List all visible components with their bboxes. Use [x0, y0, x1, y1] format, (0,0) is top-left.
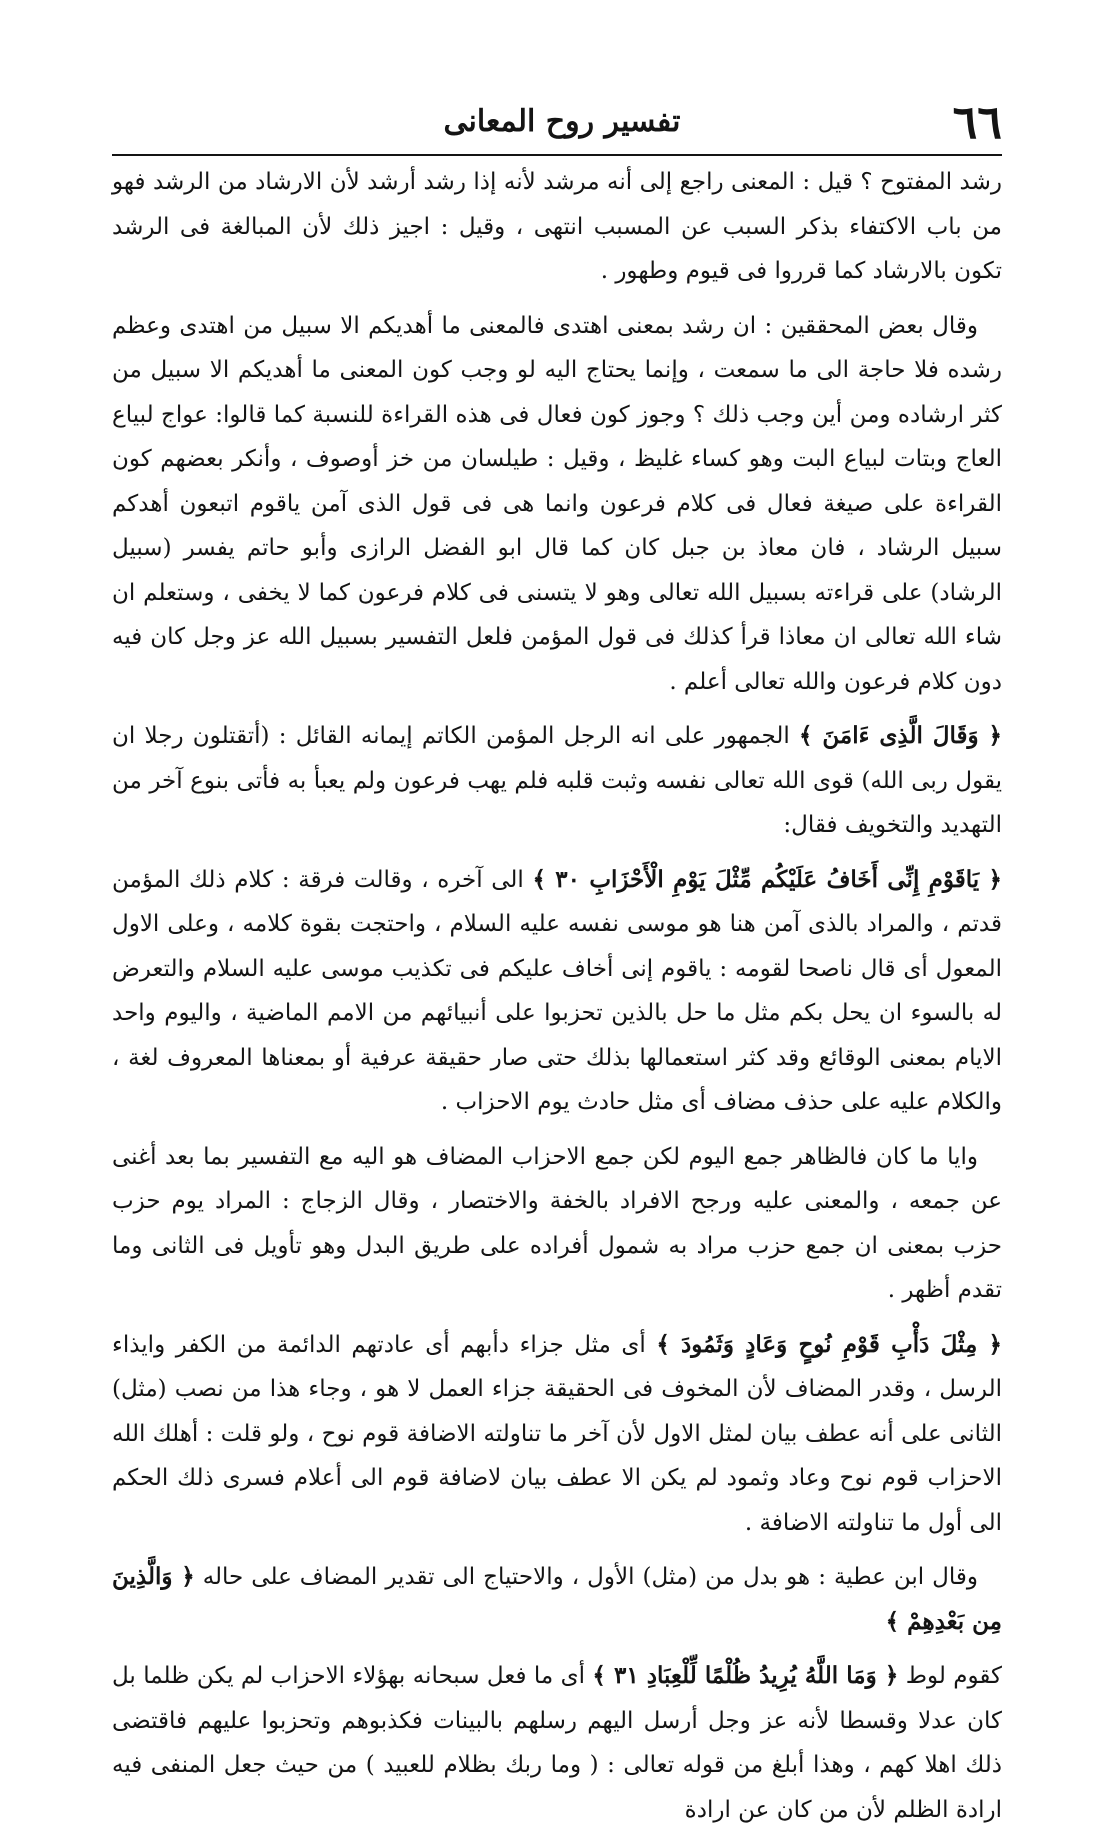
paragraph-text: رشد المفتوح ؟ قيل : المعنى راجع إلى أنه مرشد لأنه إذا رشد أرشد لأن الارشاد من الرشد فهو من باب الاكتفاء بذكر السبب عن المسبب انتهى ، وقيل : اجيز ذلك لأن المبالغة فى الرشد تكون بالارشاد كما قرروا فى قيوم وطهور . [112, 169, 1002, 284]
page-number: ٦٦ [952, 95, 1002, 149]
paragraph-text: الى آخره ، وقالت فرقة : كلام ذلك المؤمن قدتم ، والمراد بالذى آمن هنا هو موسى نفسه عليه السلام ، واحتجت بقوة كلامه ، وعلى الاول المعول أى قال ناصحا لقومه : ياقوم إنى أخاف عليكم فى تكذيب موسى عليه السلام والتعرض له بالسوء ان يحل بكم مثل ما حل بالذين تحزبوا على أنبيائهم من الامم الماضية ، واليوم واحد الايام بمعنى الوقائع وقد كثر استعمالها بذلك حتى صار حقيقة عرفية أو بمعناها المعروف لغة ، والكلام عليه على حذف مضاف أى مثل حادث يوم الاحزاب . [112, 866, 1002, 1115]
page-header [112, 92, 1002, 152]
quran-verse: ﴿ وَمَا اللَّهُ يُرِيدُ ظُلْمًا لِّلْعِبَادِ ٣١ ﴾ [592, 1662, 899, 1689]
paragraph-3 [112, 714, 1002, 848]
paragraph-1 [112, 160, 1002, 294]
paragraph-text: وقال بعض المحققين : ان رشد بمعنى اهتدى فالمعنى ما أهديكم الا سبيل من اهتدى وعظم رشده فلا حاجة الى ما سمعت ، وإنما يحتاج اليه لو وجب كون المعنى ما أهديكم الا سبيل من كثر ارشاده ومن أين وجب ذلك ؟ وجوز كون فعال فى هذه القراءة للنسبة كما قالوا: عواج لبياع العاج وبتات لبياع البت وهو كساء غليظ ، وقيل : طيلسان من خز أوصوف ، وأنكر بعضهم كون القراءة على صيغة فعال فى كلام فرعون وانما هى فى قول الذى آمن ياقوم اتبعون أهدكم سبيل الرشاد ، فان معاذ بن جبل كان كما قال ابو الفضل الرازى وأبو حاتم يفسر (سبيل الرشاد) على قراءته بسبيل الله تعالى وهو لا يتسنى فى كلام فرعون كما لا يخفى ، وستعلم ان شاء الله تعالى ان معاذا قرأ كذلك فى قول المؤمن فلعل التفسير بسبيل الله عز وجل كان فيه دون كلام فرعون والله تعالى أعلم . [112, 312, 1002, 695]
paragraph-8 [112, 1654, 1002, 1832]
quran-verse: ﴿ يَاقَوْمِ إِنِّى أَخَافُ عَلَيْكُم مِّثْلَ يَوْمِ الْأَحْزَابِ ٣٠ ﴾ [532, 865, 1002, 893]
paragraph-text: أى مثل جزاء دأبهم أى عادتهم الدائمة من الكفر وايذاء الرسل ، وقدر المضاف لأن المخوف فى الحقيقة جزاء العمل لا هو ، وجاء هذا من نصب (مثل) الثانى على أنه عطف بيان لمثل الاول لأن آخر ما تناولته الاضافة قوم نوح ، ولو قلت : أهلك الله الاحزاب قوم نوح وعاد وثمود لم يكن الا عطف بيان لاضافة قوم الى أعلام فسرى ذلك الحكم الى أول ما تناولته الاضافة . [112, 1331, 1002, 1536]
paragraph-text: وايا ما كان فالظاهر جمع اليوم لكن جمع الاحزاب المضاف هو اليه مع التفسير بما بعد أغنى عن جمعه ، والمعنى عليه ورجح الافراد بالخفة والاختصار ، وقال الزجاج : المراد يوم حزب حزب بمعنى ان جمع حزب مراد به شمول أفراده على طريق البدل وهو تأويل فى الثانى وما تقدم أظهر . [112, 1143, 1002, 1303]
header-rule [112, 154, 1002, 156]
running-title: تفسير روح المعانى [443, 104, 681, 139]
paragraph-text-before: كقوم لوط [898, 1663, 1003, 1689]
quran-verse: ﴿ وَالَّذِينَ مِن بَعْدِهِمْ ﴾ [112, 1563, 1002, 1635]
paragraph-4 [112, 858, 1002, 1125]
paragraph-text: أى ما فعل سبحانه بهؤلاء الاحزاب لم يكن ظلما بل كان عدلا وقسطا لأنه عز وجل أرسل اليهم رسلهم بالبينات فكذبوهم وتحزبوا عليهم فاقتضى ذلك اهلا كهم ، وهذا أبلغ من قوله تعالى : ( وما ربك بظلام للعبيد ) من حيث جعل المنفى فيه ارادة الظلم لأن من كان عن ارادة [112, 1663, 1002, 1823]
paragraph-text: وقال ابن عطية : هو بدل من (مثل) الأول ، والاحتياج الى تقدير المضاف على حاله [194, 1564, 978, 1590]
paragraph-6 [112, 1323, 1002, 1546]
quran-verse: ﴿ مِثْلَ دَأْبِ قَوْمِ نُوحٍ وَعَادٍ وَثَمُودَ ﴾ [656, 1330, 1002, 1358]
paragraph-5 [112, 1135, 1002, 1313]
page-body [112, 160, 1003, 1823]
paragraph-2 [112, 304, 1002, 705]
quran-verse: ﴿ وَقَالَ الَّذِى ءَامَنَ ﴾ [799, 722, 1002, 749]
paragraph-7 [112, 1555, 1002, 1644]
paragraph-text: الجمهور على انه الرجل المؤمن الكاتم إيمانه القائل : (أتقتلون رجلا ان يقول ربى الله) قوى الله تعالى نفسه وثبت قلبه فلم يهب فرعون ولم يعبأ به فأتى بنوع آخر من التهديد والتخويف فقال: [112, 723, 1002, 838]
